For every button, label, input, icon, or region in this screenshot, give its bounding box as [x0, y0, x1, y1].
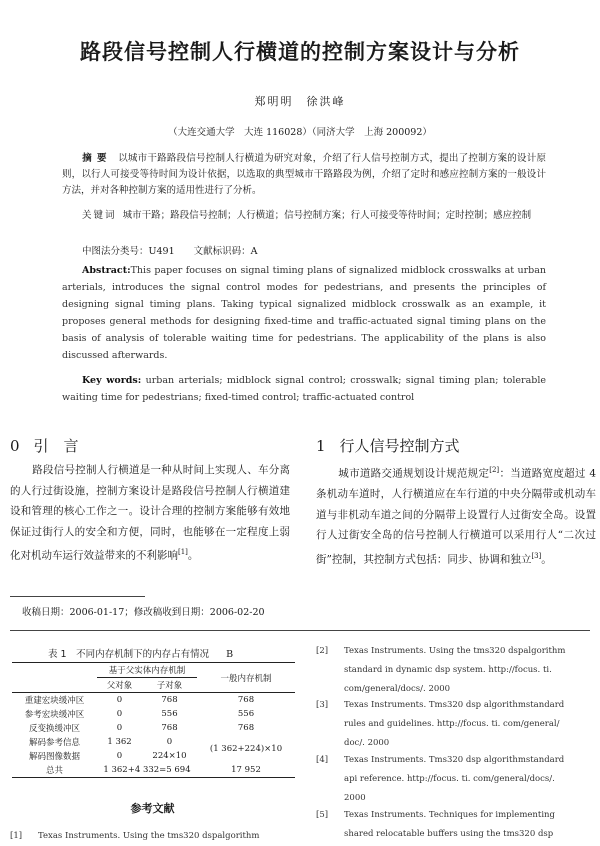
table-header-row: [12, 663, 295, 678]
keywords-en: [62, 372, 546, 406]
reference-line: shared relocatable buffers using the tms320 dsp: [344, 829, 554, 839]
reference-number: [2]: [316, 646, 329, 656]
keywords-cn-label: 关键词: [82, 210, 117, 221]
section1-text-b: ：当道路宽度超过 4 条机动车道时，人行横道应在车行道的中央分隔带或机动车道与非机动车道之间的分隔带上设置行人过街安全岛。设置行人过街安全岛的信号控制人行横道可以采用行人“二次过街”控制，其控制方式包括：同步、协调和独立: [316, 467, 596, 565]
references-heading: 参考文献: [130, 802, 175, 815]
reference-line: com/general/docs/. 2000: [344, 684, 451, 694]
section1-number: 1: [316, 437, 326, 455]
abstract-en-label: Abstract:: [82, 265, 131, 276]
abstract-en: [62, 262, 546, 364]
abstract-en-text: This paper focuses on signal timing plans of signalized midblock crosswalks at urban arterials, introduces the signal control modes for pedestrians, and presents the principles of designing signal timing plans. Taking typical signalized midblock crosswalk as an example, it proposes general methods for designing fixed-time and traffic-actuated signal timing plans on the basis of analysis of tolerable waiting time for pedestrians. The applicability of the plans is also discussed afterwards.: [62, 265, 546, 361]
abstract-cn: [62, 151, 546, 199]
citation: [3]: [531, 551, 542, 560]
row-parent: 1 362: [107, 737, 132, 747]
section1-body: [316, 460, 596, 570]
total-combined: 1 362+4 332=5 694: [103, 765, 191, 775]
footnote-rule: [10, 596, 145, 597]
reference-number: [4]: [316, 755, 329, 765]
row-child: 556: [161, 709, 178, 719]
table-header-group: 基于父实体内存机制: [97, 663, 197, 678]
row-child: 768: [161, 695, 178, 705]
memory-table: [12, 662, 295, 778]
total-name: 总共: [45, 766, 63, 776]
classification-text: 中图法分类号：U491 文献标识码：A: [82, 246, 258, 257]
section0-end: 。: [187, 549, 199, 562]
keywords-en-label: Key words:: [82, 375, 142, 386]
reference-number: [3]: [316, 700, 329, 710]
received-date: 收稿日期：2006-01-17；修改稿收到日期：2006-02-20: [22, 607, 265, 618]
citation: [1]: [178, 548, 188, 556]
row-name: 解码参考信息: [28, 738, 80, 748]
row-general: 768: [237, 695, 255, 705]
keywords-cn-text: 城市干路；路段信号控制；人行横道；信号控制方案；行人可接受等待时间；定时控制；感应控制: [122, 210, 532, 221]
table-caption-text: 表 1 不同内存机制下的内存占有情况: [48, 649, 210, 660]
reference-line: Texas Instruments. Techniques for implementing: [344, 810, 555, 820]
table-row: [12, 721, 295, 735]
reference-item: [316, 751, 596, 808]
reference-number: [1]: [10, 831, 23, 841]
reference-line: Texas Instruments. Using the tms320 dspalgorithm: [344, 646, 566, 656]
abstract-cn-label: 摘要: [82, 153, 112, 164]
table-caption: [48, 646, 233, 660]
table-header-child: 子对象: [142, 678, 197, 693]
table-row: [12, 693, 295, 708]
section1-heading: [316, 435, 460, 456]
section0-body: [10, 460, 290, 566]
section0-heading: [10, 435, 79, 456]
reference-line: Texas Instruments. Tms320 dsp algorithmstandard: [344, 700, 565, 710]
section1-title: 行人信号控制方式: [339, 437, 460, 455]
table-total-row: [12, 763, 295, 778]
authors: 郑明明 徐洪峰: [254, 95, 346, 108]
row-name: 解码图像数据: [28, 752, 80, 762]
row-parent: 0: [116, 723, 123, 733]
row-name: 重建宏块缓冲区: [24, 696, 85, 706]
reference-line: standard in dynamic dsp system. http://focus. ti.: [344, 665, 552, 675]
table-header-general: 一般内存机制: [197, 663, 295, 693]
paper-title: 路段信号控制人行横道的控制方案设计与分析: [80, 40, 520, 64]
total-general: 17 952: [231, 765, 261, 775]
section0-title: 引 言: [33, 437, 79, 455]
reference-line: Texas Instruments. Using the tms320 dspalgorithm: [38, 831, 260, 841]
section0-number: 0: [10, 437, 20, 455]
reference-item: [316, 696, 596, 753]
section1-end: 。: [541, 553, 552, 565]
section0-text: 路段信号控制人行横道是一种从时间上实现人、车分离的人行过街设施，控制方案设计是路段信号控制人行横道建设和管理的核心工作之一。设计合理的控制方案能够有效地保证过街行人的安全和方便，同时，也能够在一定程度上弱化对机动车运行效益带来的不利影响: [10, 464, 290, 562]
row-child: 0: [166, 737, 173, 747]
reference-line: doc/. 2000: [344, 738, 390, 748]
reference-line: api reference. http://focus. ti. com/general/docs/.: [344, 774, 555, 784]
abstract-cn-text: 以城市干路路段信号控制人行横道为研究对象，介绍了行人信号控制方式，提出了控制方案的设计原则，以行人可接受等待时间为设计依据，以选取的典型城市干路路段为例，介绍了定时和感应控制方案的一般设计方法，并对各种控制方案的适用性进行了分析。: [62, 153, 546, 196]
row-name: 参考宏块缓冲区: [24, 710, 85, 720]
reference-line: rules and guidelines. http://focus. ti. com/general/: [344, 719, 560, 729]
classification: [62, 244, 546, 260]
row-child: 224×10: [152, 751, 187, 761]
affiliation: （大连交通大学 大连 116028）（同济大学 上海 200092）: [168, 127, 432, 138]
reference-item: [10, 827, 300, 846]
row-general: 556: [237, 709, 255, 719]
row-parent: 0: [116, 695, 123, 705]
reference-item: [316, 806, 596, 844]
keywords-en-text: urban arterials; midblock signal control; crosswalk; signal timing plan; tolerable waiting time for pedestrians; fixed-timed control; traffic-actuated control: [62, 375, 546, 403]
reference-line: Texas Instruments. Tms320 dsp algorithmstandard: [344, 755, 565, 765]
row-parent: 0: [116, 709, 123, 719]
reference-number: [5]: [316, 810, 329, 820]
table-row: [12, 707, 295, 721]
table-header-empty: [12, 663, 97, 693]
row-general-merged: (1 362+224)×10: [209, 744, 283, 754]
keywords-cn: [62, 208, 546, 224]
reference-item: [316, 642, 596, 699]
citation: [2]: [489, 466, 500, 474]
table-header-parent: 父对象: [97, 678, 142, 693]
reference-line: 2000: [344, 793, 366, 803]
table-row: [12, 735, 295, 749]
row-parent: 0: [116, 751, 123, 761]
section1-text-a: 城市道路交通规划设计规范规定: [338, 467, 490, 480]
section-divider: [10, 630, 590, 631]
row-general: 768: [237, 723, 255, 733]
table-unit: B: [226, 649, 234, 660]
row-name: 反变换缓冲区: [28, 724, 80, 734]
row-child: 768: [161, 723, 178, 733]
